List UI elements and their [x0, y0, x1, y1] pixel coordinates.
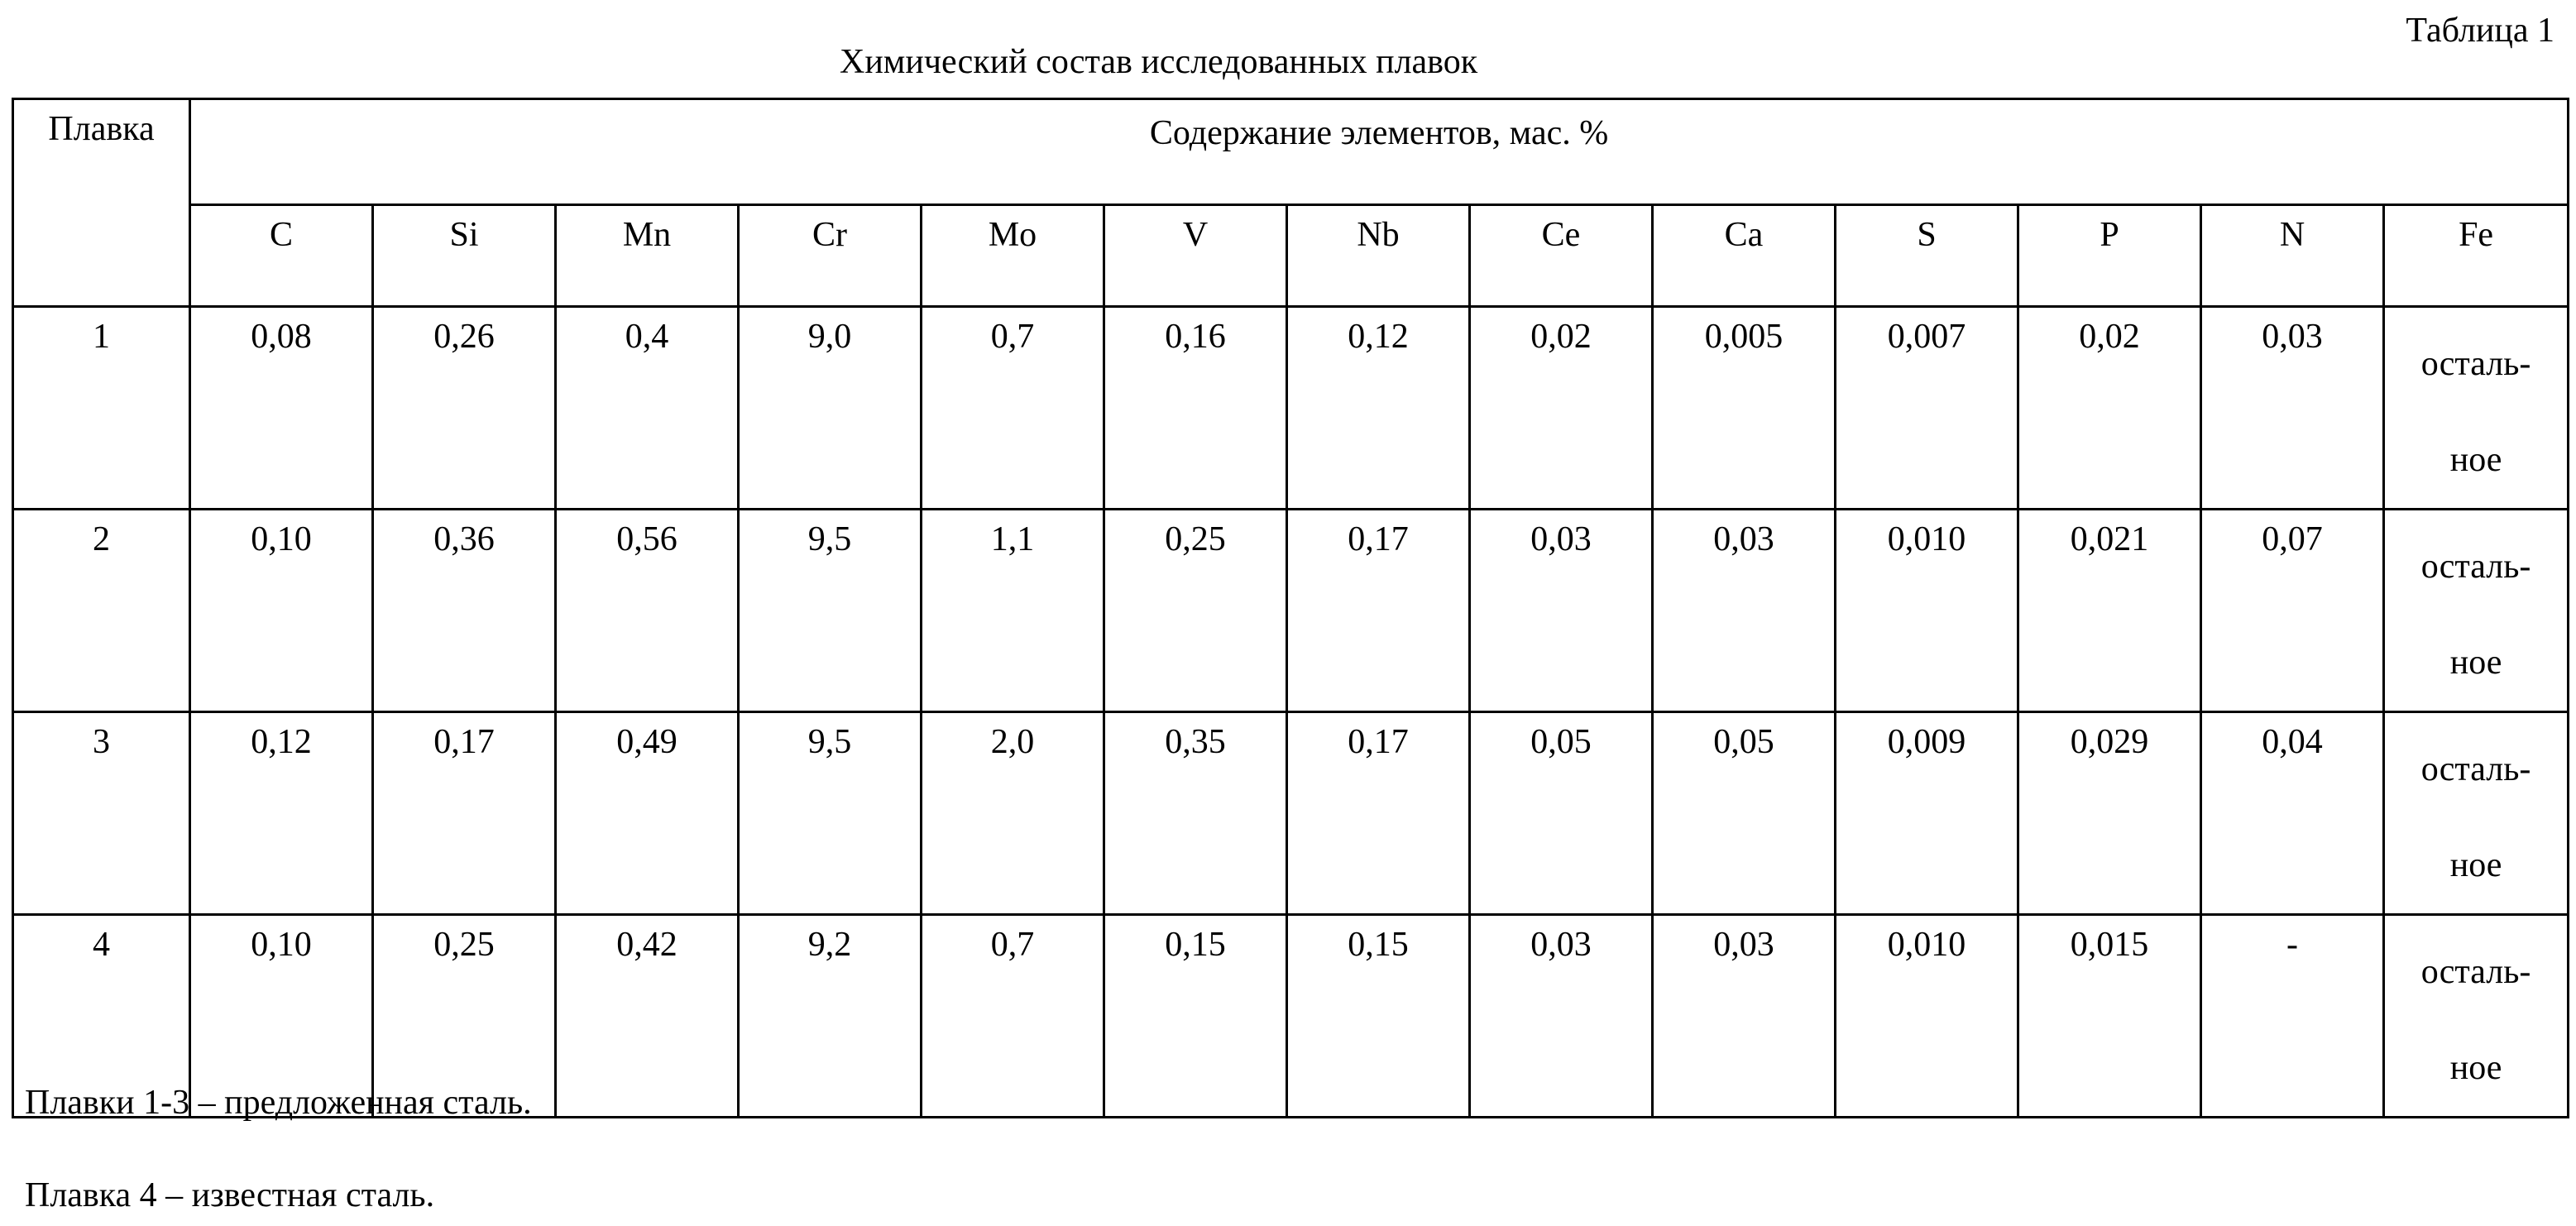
table-row [13, 307, 2569, 510]
note-proposed-steel: Плавки 1-3 – предложенная сталь. [25, 1082, 532, 1123]
value-cr: 9,0 [739, 307, 922, 510]
header-row-elements [13, 205, 2569, 307]
value-mn: 0,49 [556, 712, 739, 915]
header-row-group [13, 99, 2569, 205]
value-ce: 0,05 [1470, 712, 1653, 915]
fe-line-1: осталь- [2385, 519, 2567, 615]
value-fe [2384, 915, 2569, 1118]
element-header-p: P [2018, 205, 2201, 307]
element-header-s: S [1836, 205, 2018, 307]
value-ca: 0,005 [1653, 307, 1836, 510]
value-p: 0,02 [2018, 307, 2201, 510]
value-mn: 0,4 [556, 307, 739, 510]
fe-line-1: осталь- [2385, 316, 2567, 412]
heat-number: 3 [13, 712, 190, 915]
element-header-fe: Fe [2384, 205, 2569, 307]
heat-number: 4 [13, 915, 190, 1118]
fe-line-2: ное [2385, 817, 2567, 913]
value-p: 0,015 [2018, 915, 2201, 1118]
value-cr: 9,5 [739, 712, 922, 915]
value-nb: 0,17 [1287, 510, 1470, 712]
value-nb: 0,17 [1287, 712, 1470, 915]
value-ce: 0,03 [1470, 510, 1653, 712]
value-n: - [2201, 915, 2384, 1118]
value-mo: 1,1 [922, 510, 1104, 712]
table-title: Химический состав исследованных плавок [840, 41, 1477, 83]
value-n: 0,07 [2201, 510, 2384, 712]
note-known-steel: Плавка 4 – известная сталь. [25, 1175, 434, 1216]
element-header-si: Si [373, 205, 556, 307]
heat-number: 1 [13, 307, 190, 510]
value-s: 0,010 [1836, 915, 2018, 1118]
element-header-c: C [190, 205, 373, 307]
value-mo: 0,7 [922, 915, 1104, 1118]
value-cr: 9,5 [739, 510, 922, 712]
fe-line-2: ное [2385, 1020, 2567, 1116]
value-s: 0,010 [1836, 510, 2018, 712]
value-c: 0,12 [190, 712, 373, 915]
fe-line-2: ное [2385, 615, 2567, 711]
value-c: 0,10 [190, 510, 373, 712]
value-mn: 0,56 [556, 510, 739, 712]
value-si: 0,36 [373, 510, 556, 712]
value-ca: 0,03 [1653, 915, 1836, 1118]
element-header-mn: Mn [556, 205, 739, 307]
value-v: 0,35 [1104, 712, 1287, 915]
heat-column-header: Плавка [13, 99, 190, 307]
value-nb: 0,12 [1287, 307, 1470, 510]
value-nb: 0,15 [1287, 915, 1470, 1118]
value-ce: 0,03 [1470, 915, 1653, 1118]
value-si: 0,25 [373, 915, 556, 1118]
value-v: 0,15 [1104, 915, 1287, 1118]
element-header-ce: Ce [1470, 205, 1653, 307]
value-cr: 9,2 [739, 915, 922, 1118]
value-v: 0,16 [1104, 307, 1287, 510]
value-s: 0,009 [1836, 712, 2018, 915]
value-ca: 0,05 [1653, 712, 1836, 915]
value-fe [2384, 712, 2569, 915]
heat-number: 2 [13, 510, 190, 712]
value-c: 0,08 [190, 307, 373, 510]
value-si: 0,17 [373, 712, 556, 915]
value-v: 0,25 [1104, 510, 1287, 712]
value-fe [2384, 307, 2569, 510]
table-row [13, 510, 2569, 712]
value-n: 0,03 [2201, 307, 2384, 510]
fe-line-2: ное [2385, 412, 2567, 508]
element-header-n: N [2201, 205, 2384, 307]
value-ce: 0,02 [1470, 307, 1653, 510]
value-mo: 0,7 [922, 307, 1104, 510]
element-header-mo: Mo [922, 205, 1104, 307]
element-header-v: V [1104, 205, 1287, 307]
value-c: 0,10 [190, 915, 373, 1118]
value-p: 0,029 [2018, 712, 2201, 915]
value-p: 0,021 [2018, 510, 2201, 712]
element-header-ca: Ca [1653, 205, 1836, 307]
value-n: 0,04 [2201, 712, 2384, 915]
table-row [13, 712, 2569, 915]
value-si: 0,26 [373, 307, 556, 510]
value-mo: 2,0 [922, 712, 1104, 915]
element-header-cr: Cr [739, 205, 922, 307]
fe-line-1: осталь- [2385, 721, 2567, 817]
value-ca: 0,03 [1653, 510, 1836, 712]
value-fe [2384, 510, 2569, 712]
chemical-composition-table [12, 98, 2569, 1118]
element-header-nb: Nb [1287, 205, 1470, 307]
element-content-header: Содержание элементов, мас. % [190, 99, 2569, 205]
table-number-label: Таблица 1 [2406, 10, 2554, 51]
fe-line-1: осталь- [2385, 924, 2567, 1020]
value-s: 0,007 [1836, 307, 2018, 510]
value-mn: 0,42 [556, 915, 739, 1118]
